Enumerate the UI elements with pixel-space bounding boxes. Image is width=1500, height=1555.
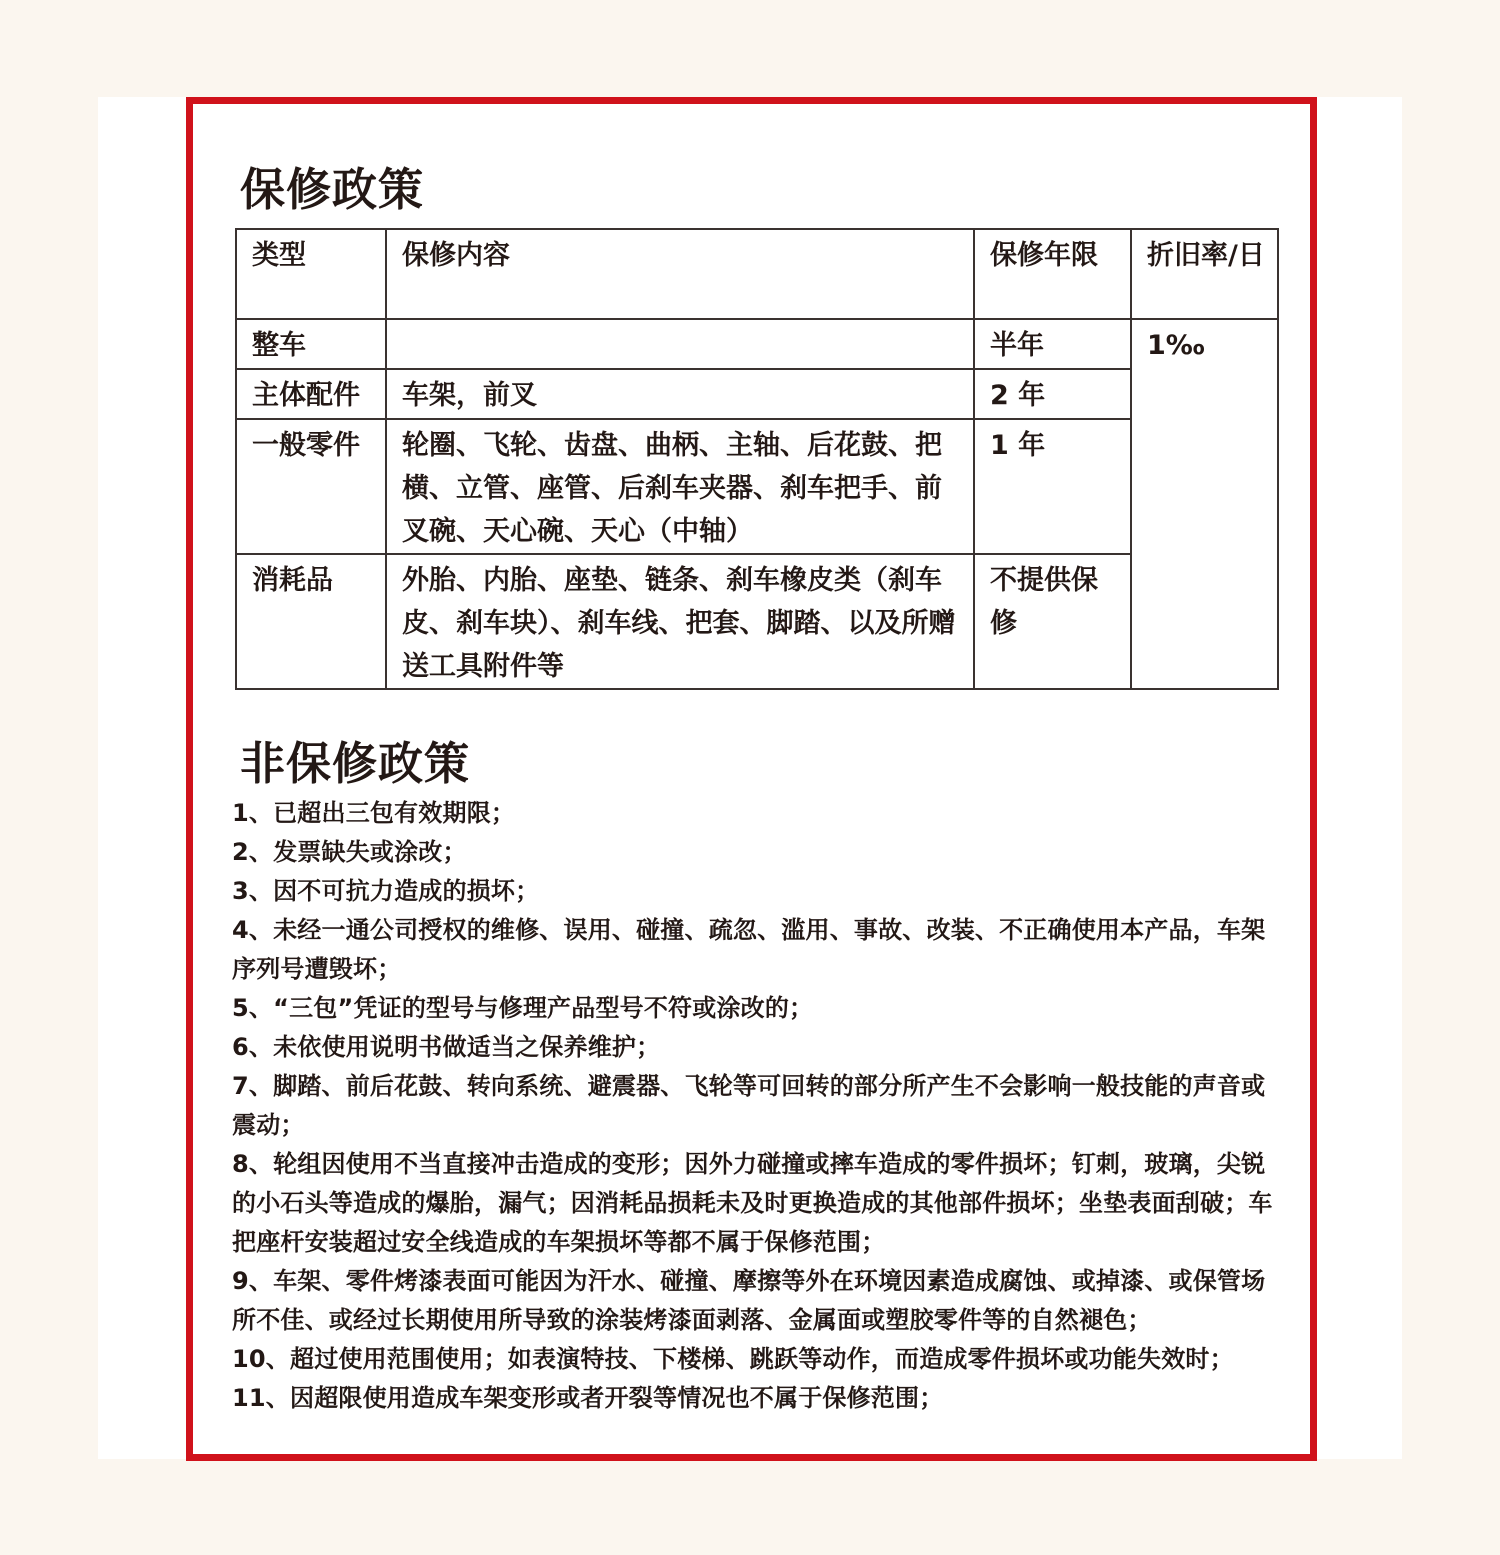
non-warranty-title: 非保修政策 (240, 737, 471, 790)
row-type: 整车 (236, 319, 386, 369)
list-item: 7、脚踏、前后花鼓、转向系统、避震器、飞轮等可回转的部分所产生不会影响一般技能的声音或震动； (232, 1072, 1266, 1139)
row-content (386, 319, 974, 369)
list-item: 11、因超限使用造成车架变形或者开裂等情况也不属于保修范围； (232, 1384, 944, 1412)
list-item: 9、车架、零件烤漆表面可能因为汗水、碰撞、摩擦等外在环境因素造成腐蚀、或掉漆、或保管场所不佳、或经过长期使用所导致的涂装烤漆面剥落、金属面或塑胶零件等的自然褪色； (232, 1267, 1266, 1334)
list-item: 10、超过使用范围使用；如表演特技、下楼梯、跳跃等动作，而造成零件损坏或功能失效时； (232, 1345, 1234, 1373)
table-row (236, 369, 1278, 419)
table-row (236, 319, 1278, 369)
list-item: 4、未经一通公司授权的维修、误用、碰撞、疏忽、滥用、事故、改装、不正确使用本产品，车架序列号遭毁坏； (232, 916, 1266, 983)
row-period: 半年 (974, 319, 1131, 369)
row-content: 车架，前叉 (386, 369, 974, 419)
table-header-row (236, 229, 1278, 319)
row-content: 外胎、内胎、座垫、链条、刹车橡皮类（刹车皮、刹车块）、刹车线、把套、脚踏、以及所赠送工具附件等 (386, 554, 974, 689)
list-item: 2、发票缺失或涂改； (232, 838, 467, 866)
row-type: 一般零件 (236, 419, 386, 554)
row-content: 轮圈、飞轮、齿盘、曲柄、主轴、后花鼓、把横、立管、座管、后刹车夹器、刹车把手、前叉碗、天心碗、天心（中轴） (386, 419, 974, 554)
row-type: 消耗品 (236, 554, 386, 689)
list-item: 6、未依使用说明书做适当之保养维护； (232, 1033, 661, 1061)
list-item: 8、轮组因使用不当直接冲击造成的变形；因外力碰撞或摔车造成的零件损坏；钉刺，玻璃，尖锐的小石头等造成的爆胎，漏气；因消耗品损耗未及时更换造成的其他部件损坏；坐垫表面刮破；车把座杆安装超过安全线造成的车架损坏等都不属于保修范围； (232, 1150, 1273, 1256)
warranty-table (235, 228, 1279, 690)
list-item: 5、“三包”凭证的型号与修理产品型号不符或涂改的； (232, 994, 814, 1022)
column-header-content: 保修内容 (386, 229, 974, 319)
column-header-depreciation: 折旧率/日 (1131, 229, 1278, 319)
non-warranty-list (232, 794, 1282, 1418)
depreciation-rate: 1‰ (1131, 319, 1278, 689)
table-row (236, 419, 1278, 554)
row-period: 不提供保修 (974, 554, 1131, 689)
list-item: 1、已超出三包有效期限； (232, 799, 516, 827)
row-period: 1 年 (974, 419, 1131, 554)
column-header-type: 类型 (236, 229, 386, 319)
table-row (236, 554, 1278, 689)
warranty-title: 保修政策 (240, 163, 425, 216)
row-type: 主体配件 (236, 369, 386, 419)
list-item: 3、因不可抗力造成的损坏； (232, 877, 540, 905)
policy-card (186, 97, 1317, 1461)
column-header-period: 保修年限 (974, 229, 1131, 319)
row-period: 2 年 (974, 369, 1131, 419)
